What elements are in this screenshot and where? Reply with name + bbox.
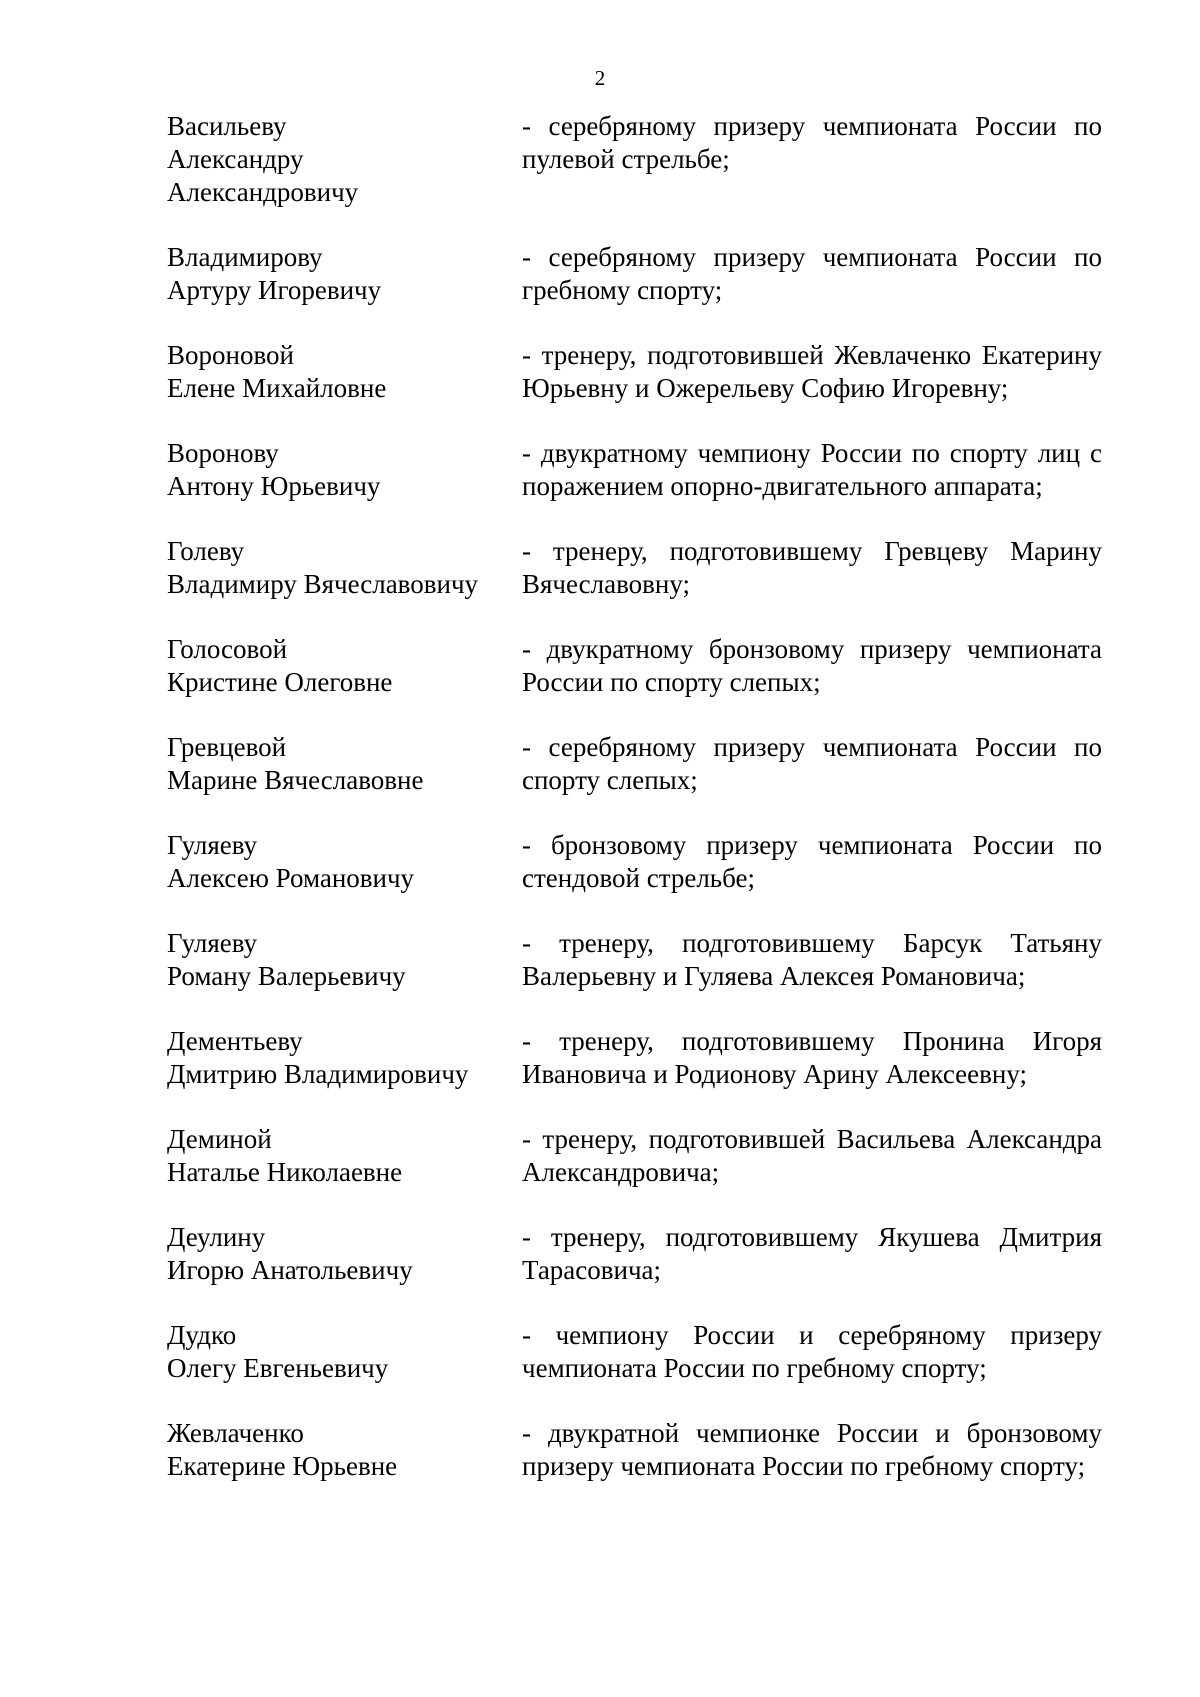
awardee-name xyxy=(167,829,522,895)
awardee-surname: Гуляеву xyxy=(167,928,258,958)
award-description: - тренеру, подготовившей Жевлаченко Екатерину Юрьевну и Ожерельеву Софию Игоревну; xyxy=(522,340,1102,403)
awardee-given-name: Александру xyxy=(167,144,304,174)
awardee-entry xyxy=(167,927,1102,993)
awardee-given-name: Дмитрию Владимировичу xyxy=(167,1059,469,1089)
award-description: - чемпиону России и серебряному призеру чемпионата России по гребному спорту; xyxy=(522,1320,1102,1383)
awardee-name xyxy=(167,110,522,209)
award-description: - двукратному бронзовому призеру чемпионата России по спорту слепых; xyxy=(522,634,1102,697)
awardee-given-name: Олегу Евгеньевичу xyxy=(167,1353,389,1383)
awardee-given-name: Елене Михайловне xyxy=(167,373,387,403)
awardee-name xyxy=(167,1123,522,1189)
award-description: - серебряному призеру чемпионата России по спорту слепых; xyxy=(522,732,1102,795)
awardee-surname: Гревцевой xyxy=(167,732,287,762)
awardee-entry xyxy=(167,110,1102,209)
awardee-entry xyxy=(167,1025,1102,1091)
award-description: - серебряному призеру чемпионата России по пулевой стрельбе; xyxy=(522,111,1102,174)
awardee-surname: Голосовой xyxy=(167,634,288,664)
awardee-surname: Дудко xyxy=(167,1320,237,1350)
awardee-given-name: Роману Валерьевичу xyxy=(167,961,406,991)
awardee-entry xyxy=(167,241,1102,307)
award-description: - двукратному чемпиону России по спорту лиц с поражением опорно-двигательного аппарата; xyxy=(522,438,1102,501)
awardee-name xyxy=(167,1025,522,1091)
awardee-entry xyxy=(167,829,1102,895)
award-description: - тренеру, подготовившему Барсук Татьяну Валерьевну и Гуляева Алексея Романовича; xyxy=(522,928,1102,991)
awardee-surname: Воронову xyxy=(167,438,279,468)
award-description: - тренеру, подготовившему Пронина Игоря Ивановича и Родионову Арину Алексеевну; xyxy=(522,1026,1102,1089)
awardee-name xyxy=(167,1319,522,1385)
awardee-surname: Деулину xyxy=(167,1222,266,1252)
awardee-given-name: Екатерине Юрьевне xyxy=(167,1451,398,1481)
awardee-surname: Деминой xyxy=(167,1124,272,1154)
awardee-surname: Голеву xyxy=(167,536,245,566)
awardee-name xyxy=(167,1221,522,1287)
awardee-name xyxy=(167,633,522,699)
awardee-given-name: Кристине Олеговне xyxy=(167,667,393,697)
awardee-name xyxy=(167,927,522,993)
awardee-given-name: Владимиру Вячеславовичу xyxy=(167,569,479,599)
awardee-given-name: Антону Юрьевичу xyxy=(167,471,381,501)
awardee-given-name: Игорю Анатольевичу xyxy=(167,1255,413,1285)
awardee-given-name: Александровичу xyxy=(167,177,359,207)
award-description: - двукратной чемпионке России и бронзовому призеру чемпионата России по гребному спорту; xyxy=(522,1418,1102,1481)
awardee-entry xyxy=(167,731,1102,797)
award-description: - бронзовому призеру чемпионата России по стендовой стрельбе; xyxy=(522,830,1102,893)
awardee-given-name: Артуру Игоревичу xyxy=(167,275,382,305)
awardee-given-name: Алексею Романовичу xyxy=(167,863,415,893)
awardee-entry xyxy=(167,1123,1102,1189)
awardee-surname: Васильеву xyxy=(167,111,287,141)
awardee-entry xyxy=(167,535,1102,601)
awardee-given-name: Марине Вячеславовне xyxy=(167,765,424,795)
award-description: - тренеру, подготовившему Якушева Дмитрия Тарасовича; xyxy=(522,1222,1102,1285)
awardee-entry xyxy=(167,339,1102,405)
page-number: 2 xyxy=(594,66,606,90)
award-description: - серебряному призеру чемпионата России по гребному спорту; xyxy=(522,242,1102,305)
awardee-surname: Гуляеву xyxy=(167,830,258,860)
awardee-entry xyxy=(167,1221,1102,1287)
awardee-list xyxy=(167,110,1102,1483)
awardee-name xyxy=(167,1417,522,1483)
awardee-entry xyxy=(167,1319,1102,1385)
awardee-surname: Дементьеву xyxy=(167,1026,303,1056)
awardee-entry xyxy=(167,437,1102,503)
awardee-given-name: Наталье Николаевне xyxy=(167,1157,403,1187)
awardee-entry xyxy=(167,633,1102,699)
award-description: - тренеру, подготовившей Васильева Александра Александровича; xyxy=(522,1124,1102,1187)
awardee-entry xyxy=(167,1417,1102,1483)
awardee-name xyxy=(167,535,522,601)
awardee-surname: Владимирову xyxy=(167,242,323,272)
awardee-name xyxy=(167,437,522,503)
award-description: - тренеру, подготовившему Гревцеву Марину Вячеславовну; xyxy=(522,536,1102,599)
awardee-name xyxy=(167,731,522,797)
awardee-surname: Вороновой xyxy=(167,340,294,370)
awardee-name xyxy=(167,339,522,405)
awardee-surname: Жевлаченко xyxy=(167,1418,304,1448)
awardee-name xyxy=(167,241,522,307)
